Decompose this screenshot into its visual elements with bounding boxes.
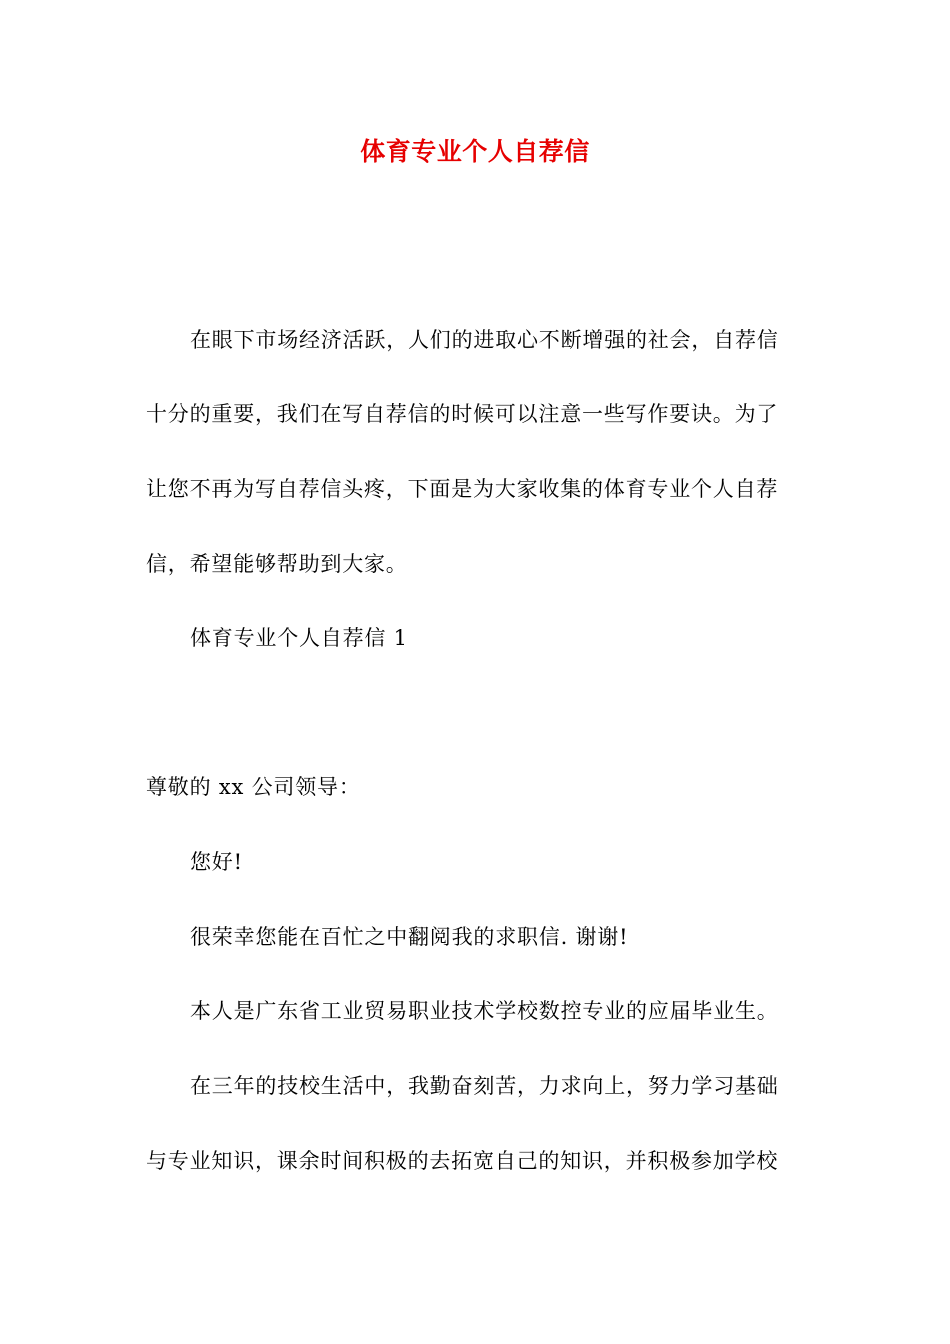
paragraph-line: 很荣幸您能在百忙之中翻阅我的求职信. 谢谢!	[190, 925, 629, 949]
paragraph-line: 让您不再为写自荐信头疼，下面是为大家收集的体育专业个人自荐	[146, 477, 779, 501]
paragraph-line: 信，希望能够帮助到大家。	[146, 552, 408, 576]
paragraph-line: 在眼下市场经济活跃，人们的进取心不断增强的社会，自荐信	[190, 328, 779, 352]
paragraph-line: 与专业知识，课余时间积极的去拓宽自己的知识，并积极参加学校	[146, 1149, 779, 1173]
section-heading: 体育专业个人自荐信 1	[190, 626, 408, 650]
paragraph-line: 本人是广东省工业贸易职业技术学校数控专业的应届毕业生。	[190, 999, 779, 1023]
paragraph-line: 十分的重要，我们在写自荐信的时候可以注意一些写作要诀。为了	[146, 402, 779, 426]
salutation: 尊敬的 xx 公司领导：	[146, 775, 361, 799]
greeting: 您好!	[190, 850, 243, 874]
document-title: 体育专业个人自荐信	[360, 137, 590, 166]
paragraph-line: 在三年的技校生活中，我勤奋刻苦，力求向上，努力学习基础	[190, 1074, 779, 1098]
